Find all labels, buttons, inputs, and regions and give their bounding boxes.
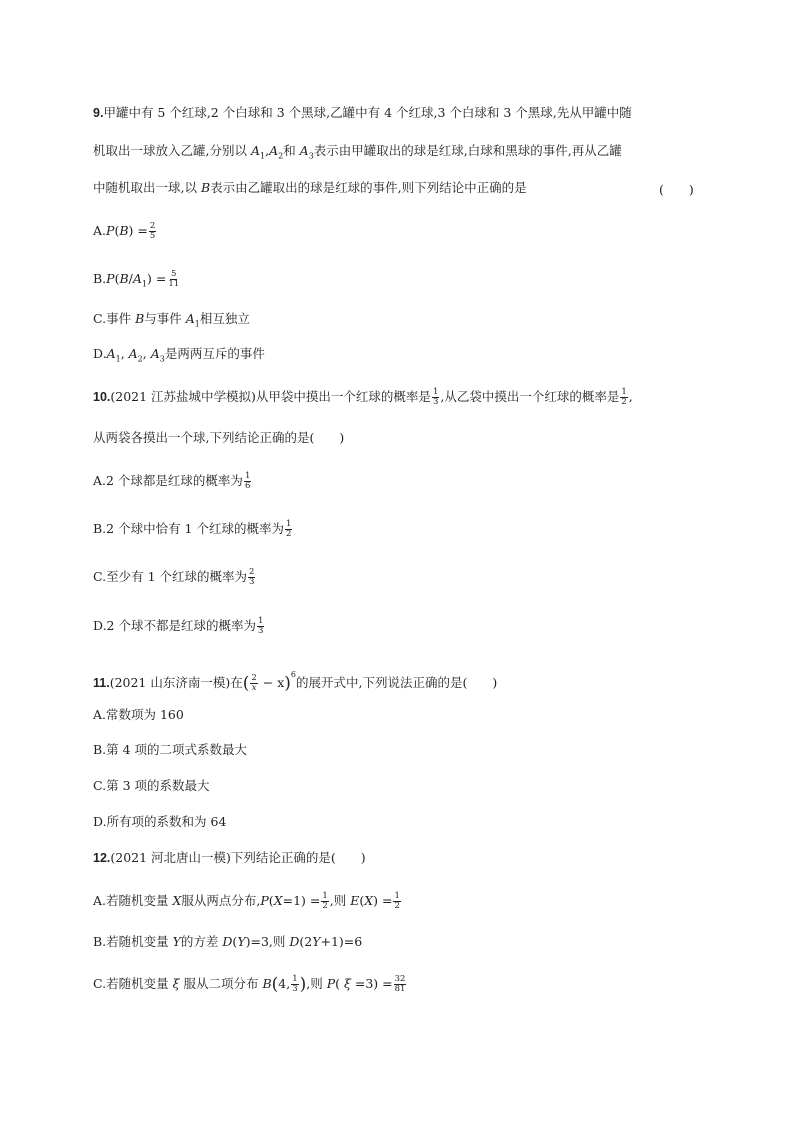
- q10-number: 10.: [93, 390, 111, 404]
- fraction: $\frac{1}{2}$: [394, 891, 400, 911]
- fraction: $\frac{2}{5}$: [149, 221, 156, 241]
- fraction: $\frac{1}{2}$: [286, 519, 292, 539]
- fraction: $\frac{2}{x}$: [251, 673, 257, 693]
- fraction: $\frac{1}{2}$: [621, 387, 627, 407]
- q12-line1: 12.(2021 河北唐山一模)下列结论正确的是( ): [93, 850, 366, 865]
- fraction: $\frac{1}{3}$: [257, 616, 264, 636]
- q10-option-c: C.至少有 1 个红球的概率为 $\frac{2}{3}$: [93, 567, 255, 587]
- q9-option-c: C.事件 B与事件 $A_1$相互独立: [93, 311, 250, 329]
- q9-line3: 中随机取出一球,以 B表示由乙罐取出的球是红球的事件,则下列结论中正确的是: [93, 180, 527, 195]
- q10-option-b: B.2 个球中恰有 1 个红球的概率为 $\frac{1}{2}$: [93, 519, 292, 539]
- q10-line1: 10.(2021 江苏盐城中学模拟)从甲袋中摸出一个红球的概率是 $\frac{1}{3}$ ,从乙袋中摸出一个红球的概率是 $\frac{1}{2}$ ,: [93, 387, 633, 407]
- fraction: $\frac{32}{81}$: [394, 974, 406, 994]
- q12-option-c: C.若随机变量 ξ 服从二项分布 B(4, $\frac{1}{3}$ ),则 P( ξ =3) = $\frac{32}{81}$: [93, 974, 406, 995]
- q9-line2: 机取出一球放入乙罐,分别以 $A_1,A_2$和 $A_3$表示由甲罐取出的球是红球,白球和黑球的事件,再从乙罐: [93, 143, 622, 161]
- q12-number: 12.: [93, 851, 111, 865]
- q9-answer-paren: ( ): [659, 182, 694, 197]
- q12-option-b: B.若随机变量 Y的方差 D(Y)=3,则 D(2Y+1)=6: [93, 934, 363, 949]
- q9-line1: 9.甲罐中有 5 个红球,2 个白球和 3 个黑球,乙罐中有 4 个红球,3 个白球和 3 个黑球,先从甲罐中随: [93, 105, 632, 120]
- q11-option-c: C.第 3 项的系数最大: [93, 778, 210, 793]
- fraction: $\frac{1}{2}$: [322, 891, 328, 911]
- q12-option-a: A.若随机变量 X服从两点分布,P(X=1) = $\frac{1}{2}$ ,则 E(X) = $\frac{1}{2}$: [93, 891, 400, 911]
- q9-option-b: $B.P(B/A_1)$ = $\frac{5}{11}$: [93, 269, 180, 289]
- q11-number: 11.: [93, 676, 110, 690]
- fraction: $\frac{5}{11}$: [168, 269, 180, 289]
- q11-option-a: A.常数项为 160: [93, 707, 184, 722]
- q10-option-d: D.2 个球不都是红球的概率为 $\frac{1}{3}$: [93, 616, 264, 636]
- q9-number: 9.: [93, 106, 104, 120]
- fraction: $\frac{1}{3}$: [432, 387, 439, 407]
- q9-option-a: A.P(B) = $\frac{2}{5}$: [93, 221, 156, 241]
- q10-option-a: A.2 个球都是红球的概率为 $\frac{1}{6}$: [93, 471, 251, 491]
- q11-option-b: B.第 4 项的二项式系数最大: [93, 742, 248, 757]
- q11-line1: 11.(2021 山东济南一模)在( $\frac{2}{x}$ − x)$^6$的展开式中,下列说法正确的是( ): [93, 670, 498, 694]
- fraction: $\frac{2}{3}$: [249, 567, 255, 587]
- q10-line2: 从两袋各摸出一个球,下列结论正确的是( ): [93, 430, 345, 445]
- fraction: $\frac{1}{6}$: [244, 471, 251, 491]
- q11-option-d: D.所有项的系数和为 64: [93, 814, 227, 829]
- q9-option-d: $D.A_1$, $A_2$, $A_3$是两两互斥的事件: [93, 346, 265, 364]
- fraction: $\frac{1}{3}$: [292, 974, 298, 994]
